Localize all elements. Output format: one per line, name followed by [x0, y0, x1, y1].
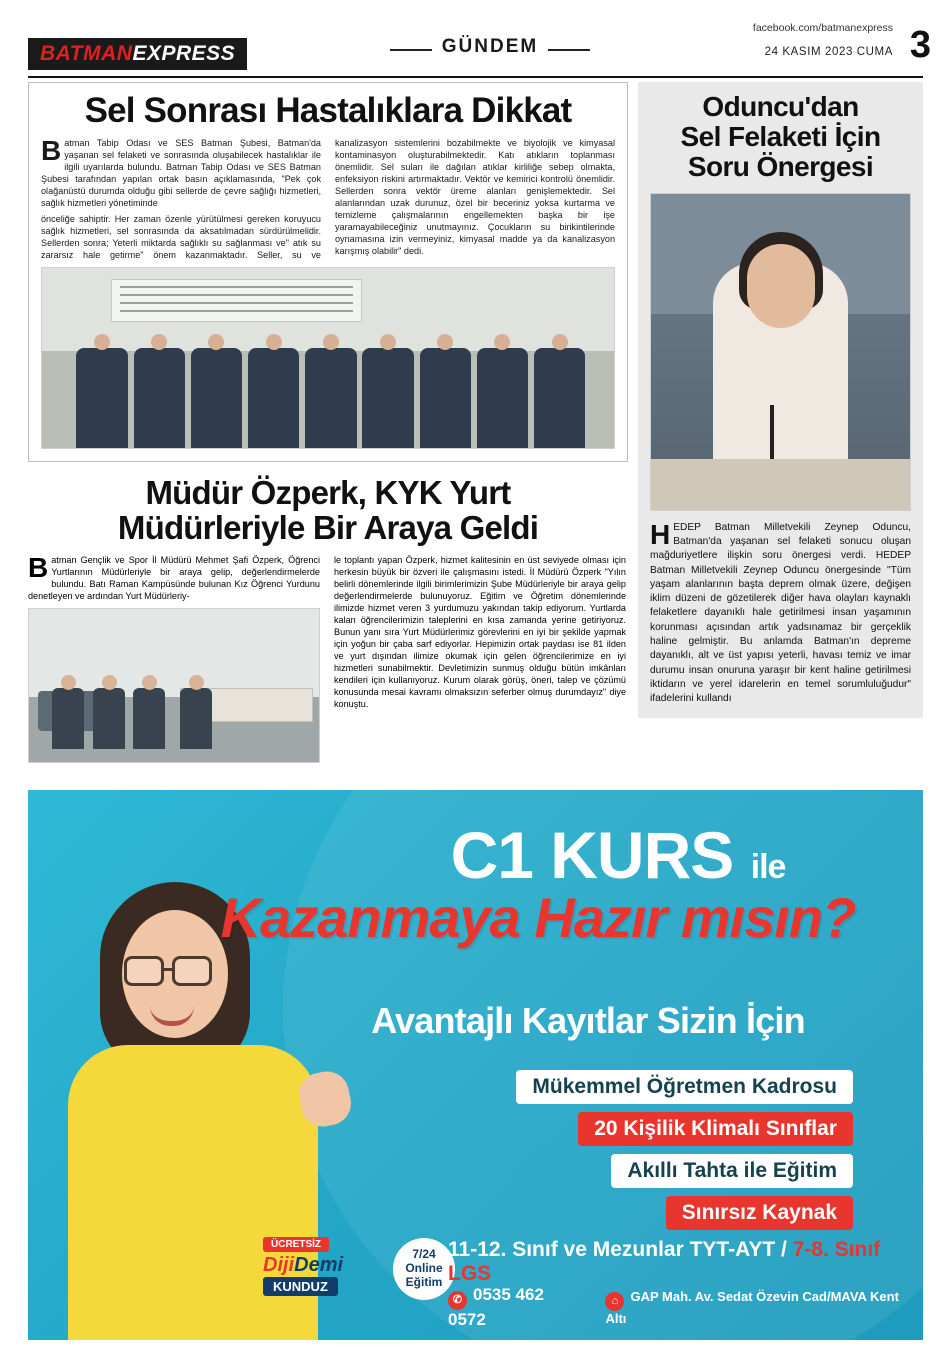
ad-badge-247-line3: Eğitim — [405, 1274, 443, 1289]
newspaper-logo — [28, 38, 247, 70]
article-left-block — [28, 551, 320, 763]
photo-person — [133, 688, 165, 749]
article-paragraph: Batman Tabip Odası ve SES Batman Şubesi, Batman'da yaşanan sel felaketi ve sonrasında oluşabilecek hastalıklar ile ilgili uyarılarda bulundu. Batman Tabip Odası ve SES Batman Şubesi tarafından yapılan ortak basın açıklamasında, "Pek çok olağanüstü durumda olduğu gibi sellerde de çevre sağlığı hizmetleri, sağlık hizmetleri yönetiminde — [41, 135, 321, 209]
ad-phone-number: 0535 462 0572 — [448, 1285, 544, 1329]
logo-express: EXPRESS — [132, 42, 236, 65]
article-body — [28, 551, 628, 763]
ad-badge-brand-part1: Diji — [263, 1254, 295, 1276]
ad-address — [605, 1289, 907, 1326]
ad-footer-right: 7-8. Sınıf LGS — [448, 1238, 881, 1285]
ad-subtitle: Avantajlı Kayıtlar Sizin İçin — [371, 1000, 805, 1041]
headline-line-3: Soru Önergesi — [687, 151, 874, 183]
article-photo-group — [41, 267, 615, 449]
ad-badge-brand-part2: Demi — [294, 1254, 344, 1276]
photo-person — [534, 348, 585, 449]
headline-line-2: Müdürleriyle Bir Araya Geldi — [117, 509, 539, 547]
photo-person — [305, 348, 356, 449]
issue-date: 24 KASIM 2023 CUMA — [764, 46, 893, 58]
photo-banner — [111, 279, 363, 322]
ad-feature-list — [423, 1070, 853, 1238]
ad-badge-brand — [263, 1254, 343, 1277]
ad-feature-item: Akıllı Tahta ile Eğitim — [611, 1154, 853, 1188]
ad-title — [328, 818, 908, 892]
facebook-handle: facebook.com/batmanexpress — [752, 22, 893, 34]
column-layout — [28, 82, 923, 763]
article-headline — [28, 476, 628, 545]
ad-feature-item: Mükemmel Öğretmen Kadrosu — [516, 1070, 853, 1104]
photo-person — [93, 688, 125, 749]
ad-script-line: Kazanmaya Hazır mısın? — [220, 886, 856, 949]
left-column — [28, 82, 628, 763]
article-flood-health — [28, 82, 628, 462]
glasses-bridge — [164, 968, 174, 971]
ad-badge-free: ÜCRETSİZ — [263, 1237, 329, 1252]
ad-title-main: C1 KURS — [450, 818, 734, 892]
headline-line-2: Sel Felaketi İçin — [680, 121, 881, 153]
ad-feature-item: 20 Kişilik Klimalı Sınıflar — [578, 1112, 853, 1146]
article-headline: Sel Sonrası Hastalıklara Dikkat — [84, 91, 572, 130]
photo-person — [248, 348, 299, 449]
photo-person-head — [747, 244, 815, 328]
photo-desk — [651, 459, 910, 510]
article-paragraph: le toplantı yapan Özperk, hizmet kalitesinin en üst seviyede olması için herkesin büyük bir özveri ile çalışmasını istedi. İl Müdürü Özperk "Yılın belirli dönemlerinde ilgili birimlerimizin Şube Müdürleriyle bir araya gelip değerlendirmelerde bulunuyoruz. Eğitim ve Öğretim dönemlerinde ilimizde hizmet veren 3 yurdumuzu yakından takip ediyorum. Yurtlarda kalan öğrencilerimizin taleplerini en kısa zamanda yerine getiriyoruz. Bunun yanı sıra Yurt Müdürlerimiz görevlerini en iyi bir şekilde yapmak için yoğun bir çaba sarf ediyorlar. Hepimizin ortak paydası ise 81 ilden ve yurt dışından ilimize okumak için gelen öğrencilerimize en iyi hizmetleri sunabilmektir. Devletimizin sunmuş olduğu bütün imkânları kendileri için kullanıyoruz. Kurum olarak görüş, öneri, talep ve çözümü konusunda mesai kavramı olmaksızın seferber olmuş durumdayız" diye konuştu. — [334, 554, 626, 709]
ad-badge-247-line1: 7/24 — [412, 1247, 436, 1261]
ad-title-suffix: ile — [750, 848, 786, 886]
photo-person — [52, 688, 84, 749]
ad-badge-247-line2: Online — [405, 1260, 443, 1275]
glasses-icon — [172, 956, 212, 986]
article-body — [41, 137, 615, 261]
article-paragraph: HEDEP Batman Milletvekili Zeynep Oduncu, Batman'da yaşanan sel felaketi sonucu oluşan mağduriyetlere ilişkin soru önergesi verdi. HEDEP Batman Milletvekili Zeynep Oduncu önergesinde "Tüm yaşam alanlarının başta deprem olmak üzere, değişen iklim düzeni de gözetilerek diğer hava olayları kaynaklı felaketlere dayanıklı hale getirilmesi insan yaşamının korunması açısından artık yadsınamaz bir gerçeklik haline gelmiştir. Bu anlamda Batman'ın depreme dayanıklı, alt ve üst yapısı yeterli, havası temiz ve imar durumu insan onuruna yaraşır bir kent haline getirilmesi iktidarın ve yerel idarelerin en temel sorumluluğudur" ifadelerini kullandı — [650, 518, 911, 705]
page-content — [28, 82, 923, 763]
photo-person — [362, 348, 413, 449]
photo-person — [420, 348, 471, 449]
article-photo-meeting — [28, 608, 320, 763]
section-title-wrap — [390, 36, 590, 58]
article-oduncu — [638, 82, 923, 718]
ad-footer-levels — [448, 1238, 907, 1286]
ad-badge-group — [263, 1234, 443, 1296]
glasses-icon — [124, 956, 164, 986]
article-photo-portrait — [650, 193, 911, 511]
photo-person — [191, 348, 242, 449]
article-headline — [650, 92, 911, 183]
section-title: GÜNDEM — [432, 36, 548, 58]
ad-address-text: GAP Mah. Av. Sedat Özevin Cad/MAVA Kent Altı — [605, 1289, 899, 1326]
advertisement-c1-kurs[interactable] — [28, 790, 923, 1340]
article-paragraph: önceliğe sahiptir. Her zaman özenle yürütülmesi gereken koruyucu sağlık hizmetleri, sel sonrasında da aksatılmadan sürdürülmelidir. Sellerden sonra; Yeterli miktarda sağlıklı su sağlanması ve" atık su zararsız hale getirme" önem kazanmaktadır. Seller, su ve kanalizasyon sistemlerini bozabilmekte ve biyolojik ve kimyasal kontaminasyon oluşturabilmektedir. Katı atıkların toplanması önemlidir. Sel suları ile dağılan atıklar kirliliğe sebep olmakta, enfeksiyon riskini artırmaktadır. Vektör ve kemirici kontrolü önemlidir. Sellerden sonra vektör üreme alanları genişlemektedir. Sel alanlarından uzak durunuz, özel bir beceriniz yoksa kurtarma ve temizleme çalışmalarının engellemekten başka bir işe yaramayabileceğiniz unutmayınız. Çocukların su birikintilerinde oynamasına izin vermeyiniz, kimyasal madde ya da kanalizasyon karışmış olabilir" dedi. — [41, 138, 615, 261]
ad-footer-left: 11-12. Sınıf ve Mezunlar TYT-AYT / — [448, 1238, 787, 1261]
photo-person — [134, 348, 185, 449]
photo-person — [180, 688, 212, 749]
photo-person — [76, 348, 127, 449]
article-kyk-dorm — [28, 476, 628, 762]
ad-phone[interactable] — [448, 1285, 579, 1330]
ad-contact-row[interactable] — [448, 1285, 907, 1330]
photo-microphone — [770, 405, 774, 459]
headline-line-1: Müdür Özperk, KYK Yurt — [145, 474, 511, 512]
article-right-block — [334, 554, 626, 763]
masthead — [0, 0, 951, 70]
photo-person — [477, 348, 528, 449]
masthead-divider — [28, 76, 923, 78]
article-paragraph: Batman Gençlik ve Spor İl Müdürü Mehmet Şafi Özperk, Öğrenci Yurtlarının Müdürleriyle bir araya gelip, değerlendirmelerde bulundu. Batı Raman Kampüsünde bulunan Kız Öğrenci Yurdunu denetleyen ve ardından Yurt Müdürleriy- — [28, 551, 320, 601]
ad-badge-247 — [393, 1238, 455, 1300]
location-pin-icon: ⌂ — [605, 1292, 624, 1311]
phone-icon: ✆ — [448, 1291, 467, 1310]
logo-batman: BATMAN — [40, 42, 133, 65]
ad-badge-kunduz: KUNDUZ — [263, 1277, 338, 1296]
headline-line-1: Oduncu'dan — [702, 91, 859, 122]
page-number: 3 — [909, 24, 931, 66]
ad-feature-item: Sınırsız Kaynak — [666, 1196, 853, 1230]
